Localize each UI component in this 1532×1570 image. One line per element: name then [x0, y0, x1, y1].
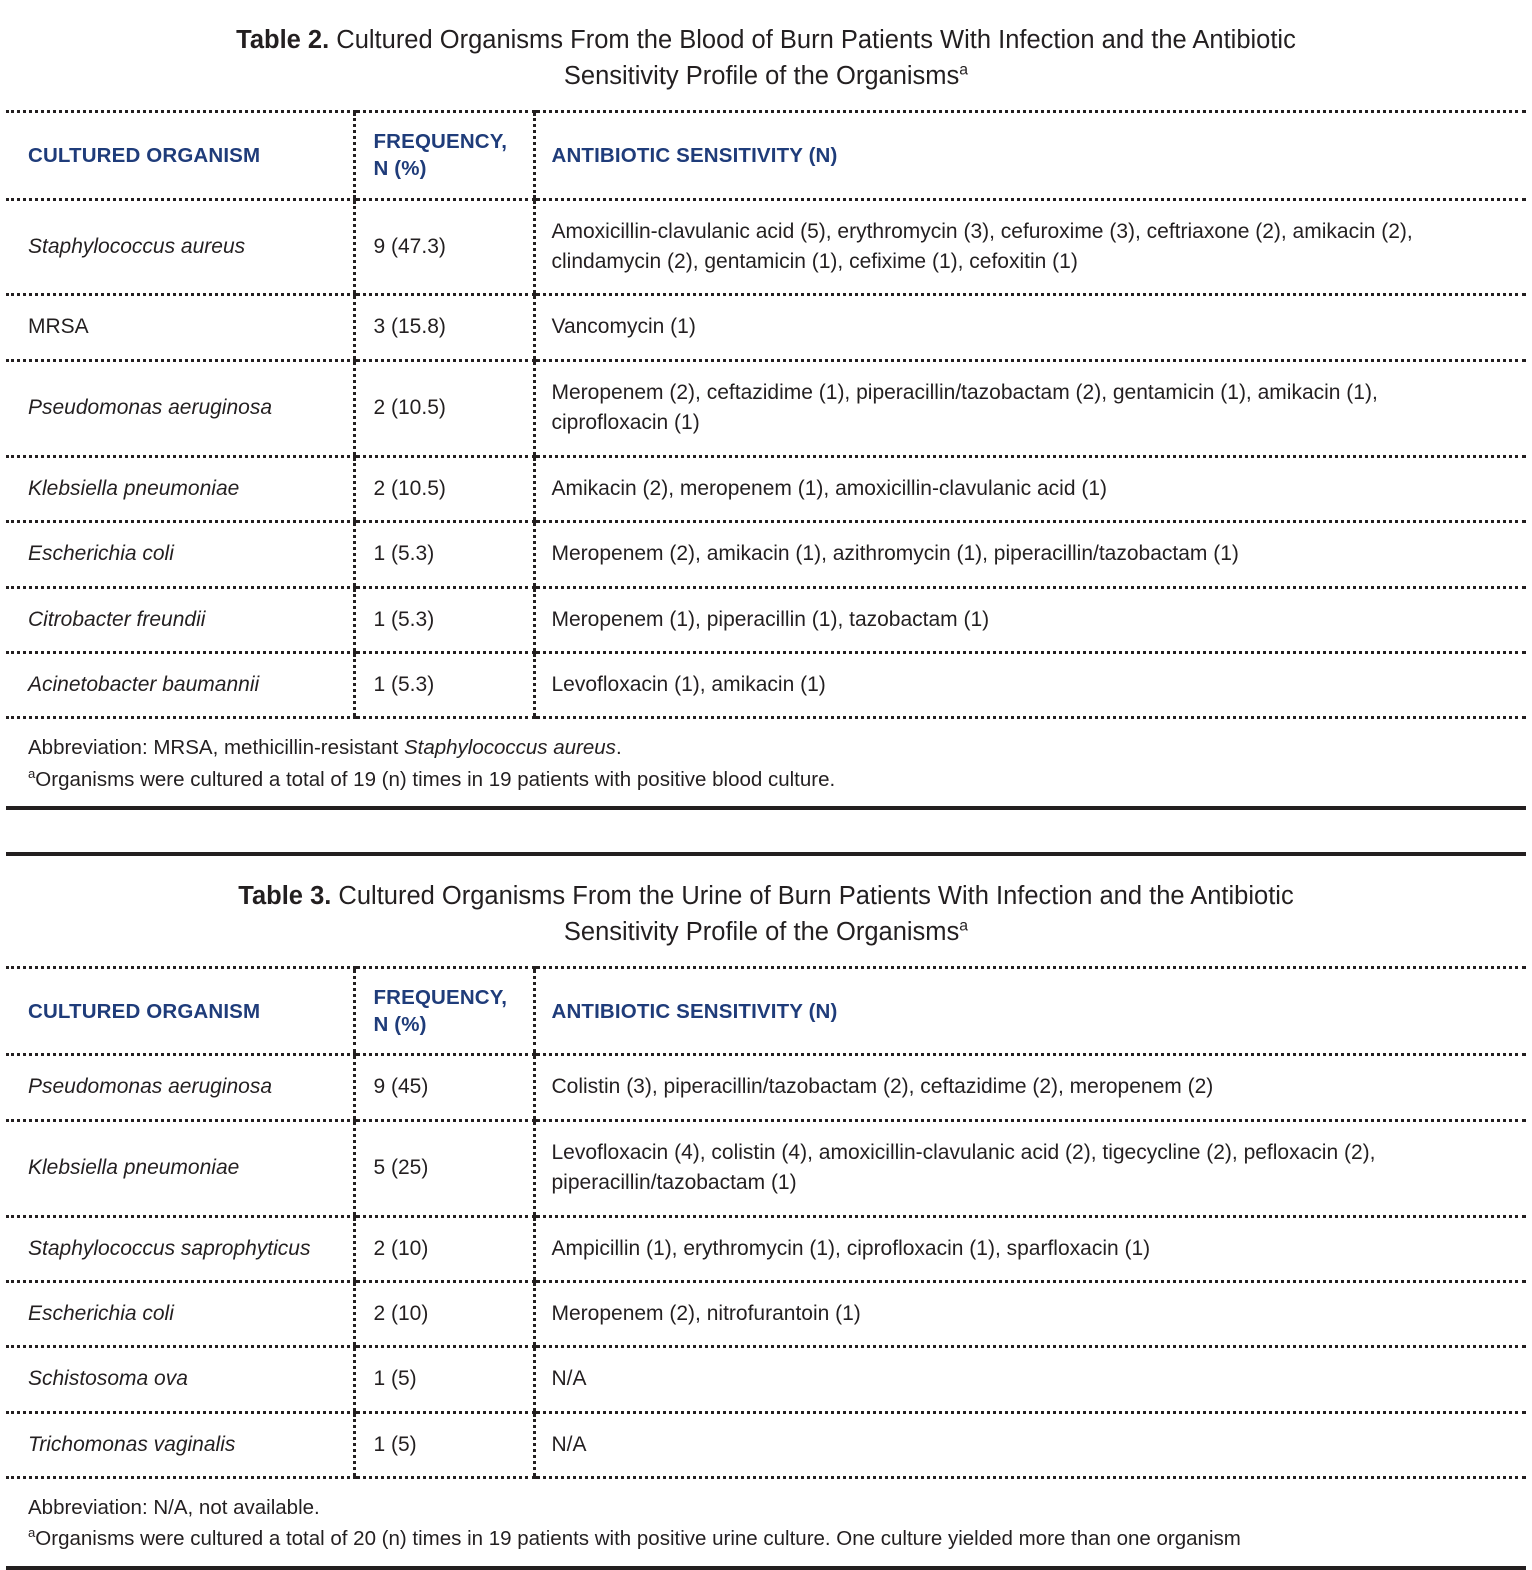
table-2-footnotes: [6, 719, 1526, 809]
table-2-col-header-sensitivity: ANTIBIOTIC SENSITIVITY (N): [534, 112, 1526, 199]
organism-cell: Klebsiella pneumoniae: [6, 1120, 354, 1216]
table-row: [6, 360, 1526, 456]
sensitivity-cell: Levofloxacin (1), amikacin (1): [534, 653, 1526, 718]
organism-cell: Acinetobacter baumannii: [6, 653, 354, 718]
table-row: [6, 1216, 1526, 1281]
organism-cell: Staphylococcus saprophyticus: [6, 1216, 354, 1281]
table-divider: [6, 810, 1526, 856]
frequency-cell: 2 (10): [354, 1282, 534, 1347]
sensitivity-cell: Amikacin (2), meropenem (1), amoxicillin-clavulanic acid (1): [534, 456, 1526, 521]
table-2-col-header-frequency-line2: N (%): [373, 157, 427, 181]
frequency-cell: 9 (47.3): [354, 199, 534, 295]
table-3-head: [6, 968, 1526, 1055]
organism-cell: Staphylococcus aureus: [6, 199, 354, 295]
organism-cell: Escherichia coli: [6, 522, 354, 587]
table-row: [6, 1055, 1526, 1120]
table-2-title-label: Table 2.: [236, 26, 330, 54]
organism-cell: Klebsiella pneumoniae: [6, 456, 354, 521]
table-3-footnote-a: [28, 1523, 1520, 1554]
frequency-cell: 1 (5.3): [354, 653, 534, 718]
sensitivity-cell: N/A: [534, 1412, 1526, 1477]
table-3-col-header-organism: CULTURED ORGANISM: [6, 968, 354, 1055]
footnote-text: Organisms were cultured a total of 20 (n) times in 19 patients with positive urine culture. One culture yielded more than one organism: [35, 1527, 1241, 1551]
table-3: [6, 966, 1526, 1479]
table-3-title-label: Table 3.: [238, 881, 332, 910]
sensitivity-cell: Amoxicillin-clavulanic acid (5), erythromycin (3), cefuroxime (3), ceftriaxone (2), amikacin (2), clindamycin (2), gentamicin (1), cefixime (1), cefoxitin (1): [534, 199, 1526, 295]
organism-cell: Citrobacter freundii: [6, 587, 354, 652]
table-2: [6, 110, 1526, 719]
table-row: [6, 1120, 1526, 1216]
abbrev-prefix: Abbreviation: N/A, not available.: [28, 1496, 320, 1520]
table-3-header-row: [6, 968, 1526, 1055]
table-3-col-header-sensitivity: ANTIBIOTIC SENSITIVITY (N): [534, 968, 1526, 1055]
sensitivity-cell: Meropenem (2), amikacin (1), azithromycin (1), piperacillin/tazobactam (1): [534, 522, 1526, 587]
table-2-title-text: Cultured Organisms From the Blood of Burn Patients With Infection and the Antibiotic Sensitivity Profile of the Organisms: [329, 26, 1296, 91]
table-row: [6, 1282, 1526, 1347]
table-3-col-header-frequency-line2: N (%): [373, 1013, 427, 1037]
table-2-col-header-frequency: [354, 112, 534, 199]
sensitivity-cell: N/A: [534, 1347, 1526, 1412]
frequency-cell: 2 (10): [354, 1216, 534, 1281]
frequency-cell: 1 (5): [354, 1347, 534, 1412]
abbrev-suffix: .: [615, 736, 622, 760]
organism-cell: MRSA: [6, 295, 354, 360]
sensitivity-cell: Colistin (3), piperacillin/tazobactam (2), ceftazidime (2), meropenem (2): [534, 1055, 1526, 1120]
sensitivity-cell: Vancomycin (1): [534, 295, 1526, 360]
table-2-abbreviation-note: [28, 732, 1520, 763]
sensitivity-cell: Levofloxacin (4), colistin (4), amoxicillin-clavulanic acid (2), tigecycline (2), pefloxacin (2), piperacillin/tazobactam (1): [534, 1120, 1526, 1216]
footnote-text: Organisms were cultured a total of 19 (n) times in 19 patients with positive blood culture.: [35, 767, 836, 791]
table-row: [6, 295, 1526, 360]
table-2-col-header-frequency-line1: FREQUENCY,: [373, 130, 508, 154]
table-3-title-text: Cultured Organisms From the Urine of Burn Patients With Infection and the Antibiotic Sensitivity Profile of the Organisms: [331, 881, 1294, 946]
organism-cell: Pseudomonas aeruginosa: [6, 360, 354, 456]
table-3-footnotes: [6, 1479, 1526, 1569]
table-row: [6, 1347, 1526, 1412]
organism-cell: Escherichia coli: [6, 1282, 354, 1347]
frequency-cell: 2 (10.5): [354, 360, 534, 456]
frequency-cell: 1 (5): [354, 1412, 534, 1477]
frequency-cell: 2 (10.5): [354, 456, 534, 521]
table-3-body: [6, 1055, 1526, 1478]
table-2-head: [6, 112, 1526, 199]
organism-cell: Pseudomonas aeruginosa: [6, 1055, 354, 1120]
table-row: [6, 522, 1526, 587]
table-2-title-footnote-marker: a: [959, 61, 969, 79]
frequency-cell: 5 (25): [354, 1120, 534, 1216]
table-row: [6, 199, 1526, 295]
footnote-marker: a: [28, 765, 36, 781]
sensitivity-cell: Meropenem (1), piperacillin (1), tazobactam (1): [534, 587, 1526, 652]
table-2-col-header-organism: CULTURED ORGANISM: [6, 112, 354, 199]
table-2-body: [6, 199, 1526, 718]
table-row: [6, 456, 1526, 521]
organism-cell: Schistosoma ova: [6, 1347, 354, 1412]
table-2-title: [6, 0, 1526, 110]
table-2-header-row: [6, 112, 1526, 199]
table-3-title-footnote-marker: a: [959, 917, 969, 935]
sensitivity-cell: Meropenem (2), nitrofurantoin (1): [534, 1282, 1526, 1347]
organism-cell: Trichomonas vaginalis: [6, 1412, 354, 1477]
table-row: [6, 653, 1526, 718]
frequency-cell: 1 (5.3): [354, 522, 534, 587]
table-3-block: [0, 856, 1532, 1570]
frequency-cell: 3 (15.8): [354, 295, 534, 360]
abbrev-prefix: Abbreviation: MRSA, methicillin-resistant: [28, 736, 404, 760]
table-3-col-header-frequency-line1: FREQUENCY,: [373, 986, 508, 1010]
abbrev-italic-term: Staphylococcus aureus: [403, 736, 616, 760]
table-3-abbreviation-note: [28, 1492, 1520, 1523]
table-row: [6, 587, 1526, 652]
table-3-col-header-frequency: [354, 968, 534, 1055]
sensitivity-cell: Ampicillin (1), erythromycin (1), ciprofloxacin (1), sparfloxacin (1): [534, 1216, 1526, 1281]
sensitivity-cell: Meropenem (2), ceftazidime (1), piperacillin/tazobactam (2), gentamicin (1), amikacin (1), ciprofloxacin (1): [534, 360, 1526, 456]
table-3-title: [6, 856, 1526, 966]
table-2-footnote-a: [28, 764, 1520, 795]
frequency-cell: 1 (5.3): [354, 587, 534, 652]
footnote-marker: a: [28, 1525, 36, 1541]
table-row: [6, 1412, 1526, 1477]
frequency-cell: 9 (45): [354, 1055, 534, 1120]
